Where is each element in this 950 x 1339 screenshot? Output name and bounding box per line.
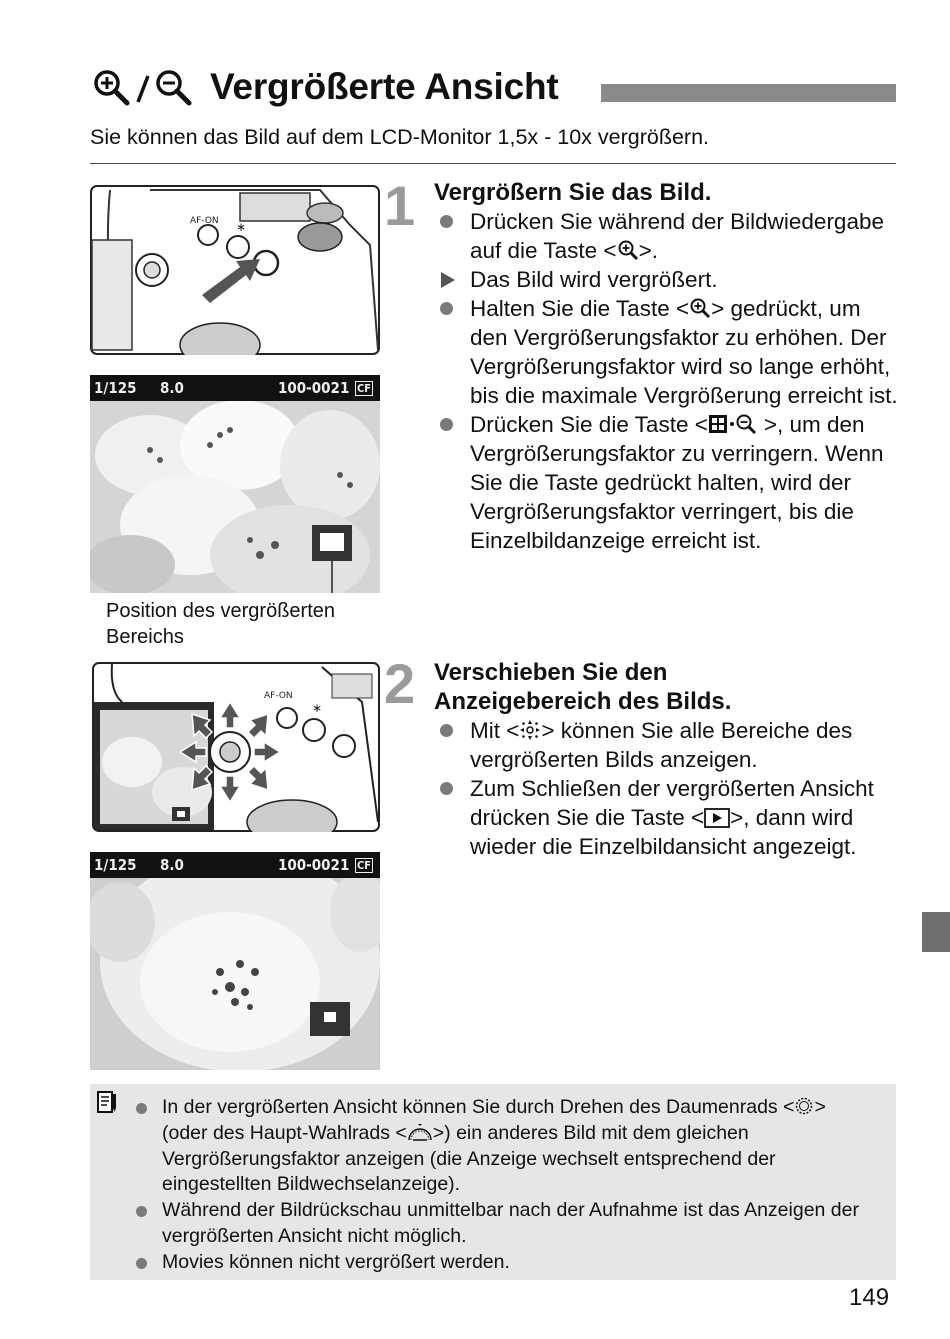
page-title: Vergrößerte Ansicht xyxy=(210,66,559,107)
list-item: Halten Sie die Taste < > gedrückt, um den Vergrößerungsfaktor zu erhöhen. Der Vergrößerungsfaktor wird so lange erhöht, bis die maximale Vergrößerung erreicht ist. xyxy=(434,294,904,410)
list-item: Das Bild wird vergrößert. xyxy=(434,265,904,294)
aperture-value: 8.0 xyxy=(160,856,184,874)
chapter-tab xyxy=(922,912,950,952)
star-label: ∗ xyxy=(312,701,323,715)
result-arrow-icon xyxy=(441,272,455,288)
lcd-info-bar-2 xyxy=(90,852,380,878)
list-item: Zum Schließen der vergrößerten Ansicht drücken Sie die Taste < >, dann wird wieder die Einzelbildansicht angezeigt. xyxy=(434,774,904,861)
camera-illustration-multicontroller xyxy=(92,662,380,832)
note-item: Movies können nicht vergrößert werden. xyxy=(136,1250,876,1276)
file-number: 100-0021 xyxy=(278,856,350,874)
camera-illustration-zoom-button xyxy=(90,185,380,355)
list-item: Mit < > können Sie alle Bereiche des vergrößerten Bilds anzeigen. xyxy=(434,716,904,774)
note-item: Während der Bildrückschau unmittelbar nach der Aufnahme ist das Anzeigen der vergrößerten Ansicht nicht möglich. xyxy=(136,1198,876,1250)
step-2-list xyxy=(434,716,904,861)
bullet-icon xyxy=(440,418,453,431)
title-bar xyxy=(601,84,896,102)
step-1-heading: Vergrößern Sie das Bild. xyxy=(434,179,712,206)
bullet-icon xyxy=(136,1103,147,1114)
step-1 xyxy=(434,178,904,555)
bullet-icon xyxy=(440,724,453,737)
magnify-plus-icon xyxy=(92,68,132,108)
magnify-plus-icon xyxy=(617,239,639,261)
aperture-value: 8.0 xyxy=(160,379,184,397)
bullet-icon xyxy=(440,302,453,315)
file-number: 100-0021 xyxy=(278,379,350,397)
header-icons xyxy=(92,68,194,108)
main-dial-icon xyxy=(407,1124,433,1142)
multi-controller-icon xyxy=(519,719,541,741)
bullet-icon xyxy=(440,215,453,228)
step-2-heading-line1: Verschieben Sie den xyxy=(434,659,668,686)
photo-caption: Position des vergrößerten Bereichs xyxy=(106,600,336,648)
lcd-info-bar-1 xyxy=(90,375,380,401)
step-1-list xyxy=(434,207,904,555)
slash-separator-icon xyxy=(134,68,152,108)
bullet-icon xyxy=(136,1206,147,1217)
note-list xyxy=(136,1095,876,1276)
af-on-label: AF-ON xyxy=(264,691,293,701)
shutter-value: 1/125 xyxy=(94,379,137,397)
card-badge: CF xyxy=(357,859,372,872)
magnify-minus-icon xyxy=(154,68,194,108)
quick-control-dial-icon xyxy=(794,1096,814,1116)
lcd-photo-2 xyxy=(90,852,380,1070)
bullet-icon xyxy=(136,1258,147,1269)
step-2-heading-line2: Anzeigebereich des Bilds. xyxy=(434,688,732,715)
list-item: Drücken Sie die Taste < >, um den Vergrößerungsfaktor zu verringern. Wenn Sie die Taste gedrückt halten, wird der Vergrößerungsfaktor verringert, bis die Einzelbildanzeige erreicht ist. xyxy=(434,410,904,555)
index-magnify-minus-icon xyxy=(708,413,764,435)
card-badge: CF xyxy=(357,382,372,395)
star-label: ∗ xyxy=(236,220,247,234)
note-item: In der vergrößerten Ansicht können Sie durch Drehen des Daumenrads < > (oder des Haupt-Wahlrads < >) ein anderes Bild mit dem gleichen Vergrößerungsfaktor anzeigen (die Anzeige wechselt entsprechend der eingestellten Bildwechselanzeige). xyxy=(136,1095,876,1198)
note-icon xyxy=(96,1090,118,1116)
note-box xyxy=(90,1084,896,1280)
step-2-number: 2 xyxy=(384,652,416,715)
step-1-number: 1 xyxy=(384,174,416,237)
divider xyxy=(90,163,896,164)
playback-button-icon xyxy=(704,808,730,828)
page-number: 149 xyxy=(849,1284,890,1311)
bullet-icon xyxy=(440,782,453,795)
list-item: Drücken Sie während der Bildwiedergabe auf die Taste < >. xyxy=(434,207,904,265)
intro-text: Sie können das Bild auf dem LCD-Monitor 1,5x - 10x vergrößern. xyxy=(90,125,710,149)
af-on-label: AF-ON xyxy=(190,216,219,226)
step-2 xyxy=(434,658,904,861)
magnify-plus-icon xyxy=(689,297,711,319)
shutter-value: 1/125 xyxy=(94,856,137,874)
lcd-photo-1 xyxy=(90,375,380,593)
